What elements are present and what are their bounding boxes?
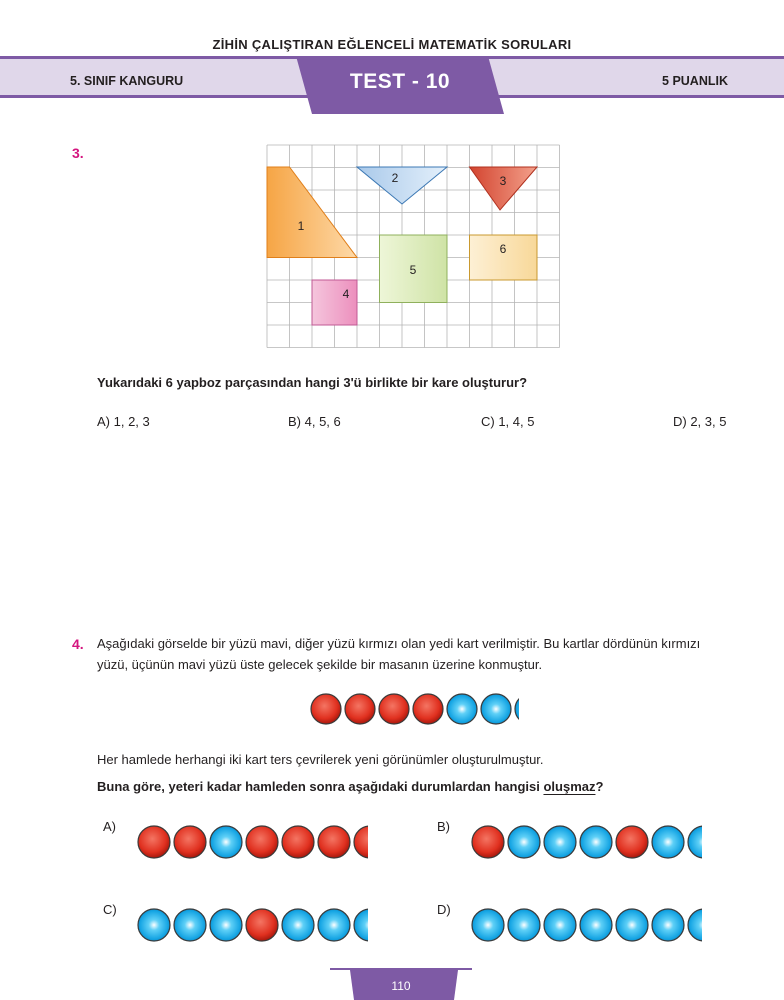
red-card — [345, 694, 375, 724]
blue-card — [580, 826, 612, 858]
red-card — [354, 826, 368, 858]
red-card — [174, 826, 206, 858]
question-3-number: 3. — [72, 145, 84, 161]
points-label: 5 PUANLIK — [662, 74, 728, 88]
red-card — [246, 909, 278, 941]
series-title: ZİHİN ÇALIŞTIRAN EĞLENCELİ MATEMATİK SORULARI — [212, 37, 572, 52]
blue-card — [210, 826, 242, 858]
piece-label-2: 2 — [391, 171, 399, 185]
blue-card — [652, 909, 684, 941]
blue-card — [544, 826, 576, 858]
blue-card — [508, 826, 540, 858]
piece-label-4: 4 — [342, 287, 350, 301]
blue-card — [354, 909, 368, 941]
question-3-text: Yukarıdaki 6 yapboz parçasından hangi 3'ü birlikte bir kare oluşturur? — [97, 375, 528, 390]
q4-option-c-cards[interactable] — [136, 907, 368, 943]
red-card — [472, 826, 504, 858]
question-4-intro-line-2: yüzü, üçünün mavi yüzü üste gelecek şekilde bir masanın üzerine konmuştur. — [97, 657, 543, 672]
question-4-question-suffix: ? — [595, 779, 604, 794]
q4-option-c-label[interactable]: C) — [103, 902, 117, 917]
blue-card — [472, 909, 504, 941]
red-card — [318, 826, 350, 858]
red-card — [311, 694, 341, 724]
puzzle-piece-4 — [312, 280, 357, 325]
blue-card — [544, 909, 576, 941]
q4-option-b-cards[interactable] — [470, 824, 702, 860]
blue-card — [481, 694, 511, 724]
blue-card — [688, 909, 702, 941]
q3-option-c[interactable]: C) 1, 4, 5 — [481, 414, 535, 429]
puzzle-grid-figure — [266, 144, 561, 349]
q4-option-d-cards[interactable] — [470, 907, 702, 943]
blue-card — [508, 909, 540, 941]
question-4-moves-text: Her hamlede herhangi iki kart ters çevrilerek yeni görünümler oluşturulmuştur. — [97, 752, 544, 767]
red-card — [379, 694, 409, 724]
question-4-question-emphasis: oluşmaz — [543, 779, 596, 794]
puzzle-piece-2 — [357, 167, 447, 204]
red-card — [138, 826, 170, 858]
blue-card — [515, 694, 519, 724]
blue-card — [138, 909, 170, 941]
grade-label: 5. SINIF KANGURU — [70, 74, 184, 88]
q4-option-d-label[interactable]: D) — [437, 902, 451, 917]
page-number: 110 — [391, 979, 411, 993]
blue-card — [447, 694, 477, 724]
blue-card — [174, 909, 206, 941]
blue-card — [210, 909, 242, 941]
q3-option-a[interactable]: A) 1, 2, 3 — [97, 414, 150, 429]
piece-label-6: 6 — [499, 242, 507, 256]
q4-option-a-cards[interactable] — [136, 824, 368, 860]
initial-cards-row — [309, 692, 519, 726]
question-4-question-prefix: Buna göre, yeteri kadar hamleden sonra aşağıdaki durumlardan hangisi — [97, 779, 544, 794]
question-4-intro-line-1: Aşağıdaki görselde bir yüzü mavi, diğer yüzü kırmızı olan yedi kart verilmiştir. Bu kartlar dördünün kırmızı — [97, 636, 701, 651]
question-4-number: 4. — [72, 636, 84, 652]
red-card — [246, 826, 278, 858]
blue-card — [652, 826, 684, 858]
question-4-question — [97, 776, 603, 797]
piece-label-1: 1 — [297, 219, 305, 233]
q4-option-b-label[interactable]: B) — [437, 819, 450, 834]
red-card — [413, 694, 443, 724]
red-card — [282, 826, 314, 858]
blue-card — [318, 909, 350, 941]
q3-option-d[interactable]: D) 2, 3, 5 — [673, 414, 727, 429]
blue-card — [688, 826, 702, 858]
piece-label-3: 3 — [499, 174, 507, 188]
blue-card — [616, 909, 648, 941]
test-title: TEST - 10 — [349, 70, 451, 93]
q4-option-a-label[interactable]: A) — [103, 819, 116, 834]
piece-label-5: 5 — [409, 263, 417, 277]
blue-card — [580, 909, 612, 941]
question-4-intro — [97, 633, 747, 675]
red-card — [616, 826, 648, 858]
q3-option-b[interactable]: B) 4, 5, 6 — [288, 414, 341, 429]
blue-card — [282, 909, 314, 941]
